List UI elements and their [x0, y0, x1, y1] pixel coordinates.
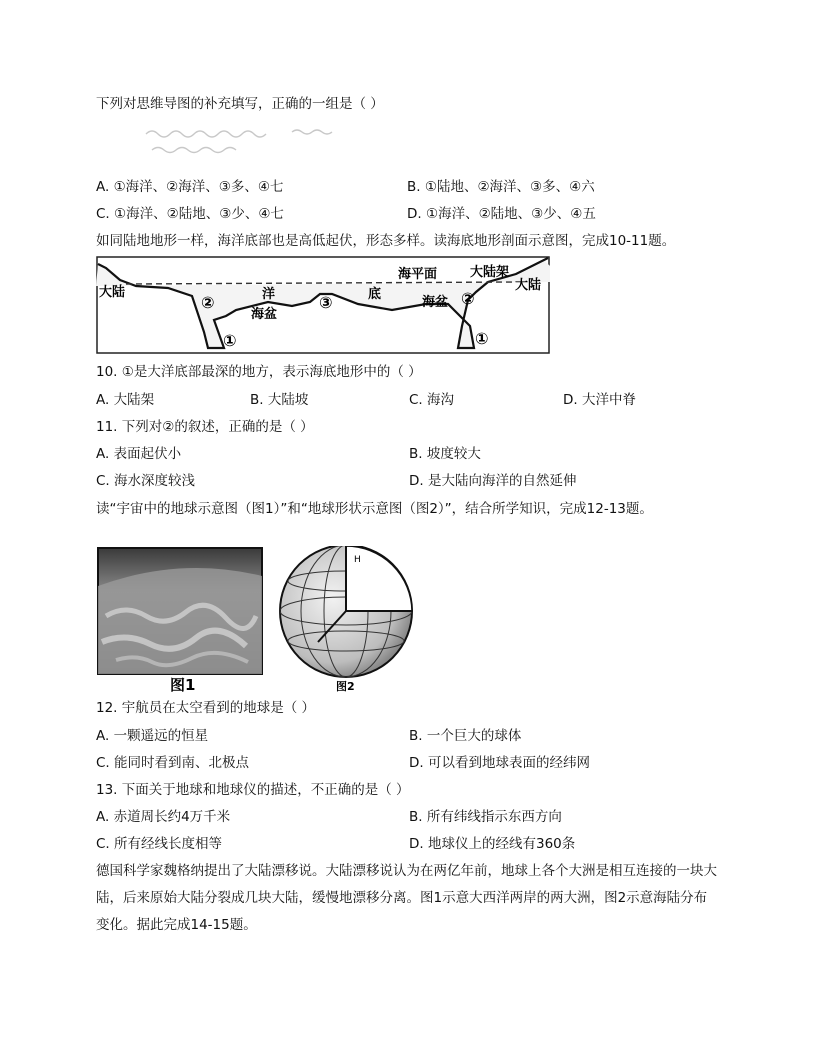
q13-option-c[interactable]: C. 所有经线长度相等 — [96, 836, 223, 852]
q10-option-a[interactable]: A. 大陆架 — [96, 392, 155, 408]
label-shelf: 大陆架 — [470, 265, 510, 280]
q12-option-a[interactable]: A. 一颗遥远的恒星 — [96, 728, 209, 744]
fig1-caption: 图1 — [170, 676, 196, 694]
q10-option-c[interactable]: C. 海沟 — [409, 392, 455, 408]
q12-stem: 12. 宇航员在太空看到的地球是（ ） — [96, 700, 316, 716]
label-continent-right: 大陆 — [515, 278, 542, 293]
q9-option-d[interactable]: D. ①海洋、②陆地、③少、④五 — [407, 206, 596, 222]
fig2-globe — [280, 546, 412, 693]
q13-option-d[interactable]: D. 地球仪上的经线有360条 — [409, 836, 576, 852]
q12-option-b[interactable]: B. 一个巨大的球体 — [409, 728, 522, 744]
q11-stem: 11. 下列对②的叙述，正确的是（ ） — [96, 419, 314, 435]
q9-option-b[interactable]: B. ①陆地、②海洋、③多、④六 — [407, 179, 595, 195]
q11-option-d[interactable]: D. 是大陆向海洋的自然延伸 — [409, 473, 577, 489]
q9-option-a[interactable]: A. ①海洋、②海洋、③多、④七 — [96, 179, 284, 195]
q9-stem: 下列对思维导图的补充填写，正确的一组是（ ） — [96, 96, 384, 112]
q10-option-b[interactable]: B. 大陆坡 — [250, 392, 309, 408]
earth-intro: 读“宇宙中的地球示意图（图1）”和“地球形状示意图（图2）”，结合所学知识，完成12-13题。 — [96, 501, 653, 517]
label-mark1-left: ① — [223, 331, 237, 350]
q9-option-c[interactable]: C. ①海洋、②陆地、③少、④七 — [96, 206, 284, 222]
q11-option-a[interactable]: A. 表面起伏小 — [96, 446, 182, 462]
globe-label: H — [354, 555, 361, 565]
label-floor-char: 底 — [368, 287, 382, 302]
seafloor-profile-figure — [96, 256, 550, 354]
fig1-earth-photo — [98, 548, 262, 694]
q13-option-a[interactable]: A. 赤道周长约4万千米 — [96, 809, 231, 825]
label-mark3: ③ — [319, 293, 333, 312]
label-basin-left: 海盆 — [251, 307, 278, 322]
q10-stem: 10. ①是大洋底部最深的地方，表示海底地形中的（ ） — [96, 364, 422, 380]
earth-figures — [96, 546, 441, 694]
q12-option-c[interactable]: C. 能同时看到南、北极点 — [96, 755, 250, 771]
q11-option-b[interactable]: B. 坡度较大 — [409, 446, 481, 462]
label-mark2-right: ② — [461, 289, 475, 308]
q11-option-c[interactable]: C. 海水深度较浅 — [96, 473, 196, 489]
q10-option-d[interactable]: D. 大洋中脊 — [563, 392, 636, 408]
seafloor-intro: 如同陆地地形一样，海洋底部也是高低起伏，形态多样。读海底地形剖面示意图，完成10-11题。 — [96, 233, 676, 249]
q12-option-d[interactable]: D. 可以看到地球表面的经纬网 — [409, 755, 590, 771]
label-mark1-right: ① — [475, 329, 489, 348]
label-basin-right: 海盆 — [422, 295, 449, 310]
q13-stem: 13. 下面关于地球和地球仪的描述，不正确的是（ ） — [96, 782, 410, 798]
fig2-caption: 图2 — [336, 680, 355, 693]
q13-option-b[interactable]: B. 所有纬线指示东西方向 — [409, 809, 562, 825]
label-continent-left: 大陆 — [99, 285, 126, 300]
label-sea-level: 海平面 — [398, 267, 438, 282]
drift-paragraph: 德国科学家魏格纳提出了大陆漂移说。大陆漂移说认为在两亿年前，地球上各个大洲是相互连接的一块大陆，后来原始大陆分裂成几块大陆，缓慢地漂移分离。图1示意大西洋两岸的两大洲，图2示意海陆分布变化。据此完成14-15题。 — [96, 863, 717, 933]
label-ocean-char: 洋 — [262, 287, 276, 302]
label-mark2-left: ② — [201, 293, 215, 312]
mind-map-fragment — [142, 124, 342, 164]
